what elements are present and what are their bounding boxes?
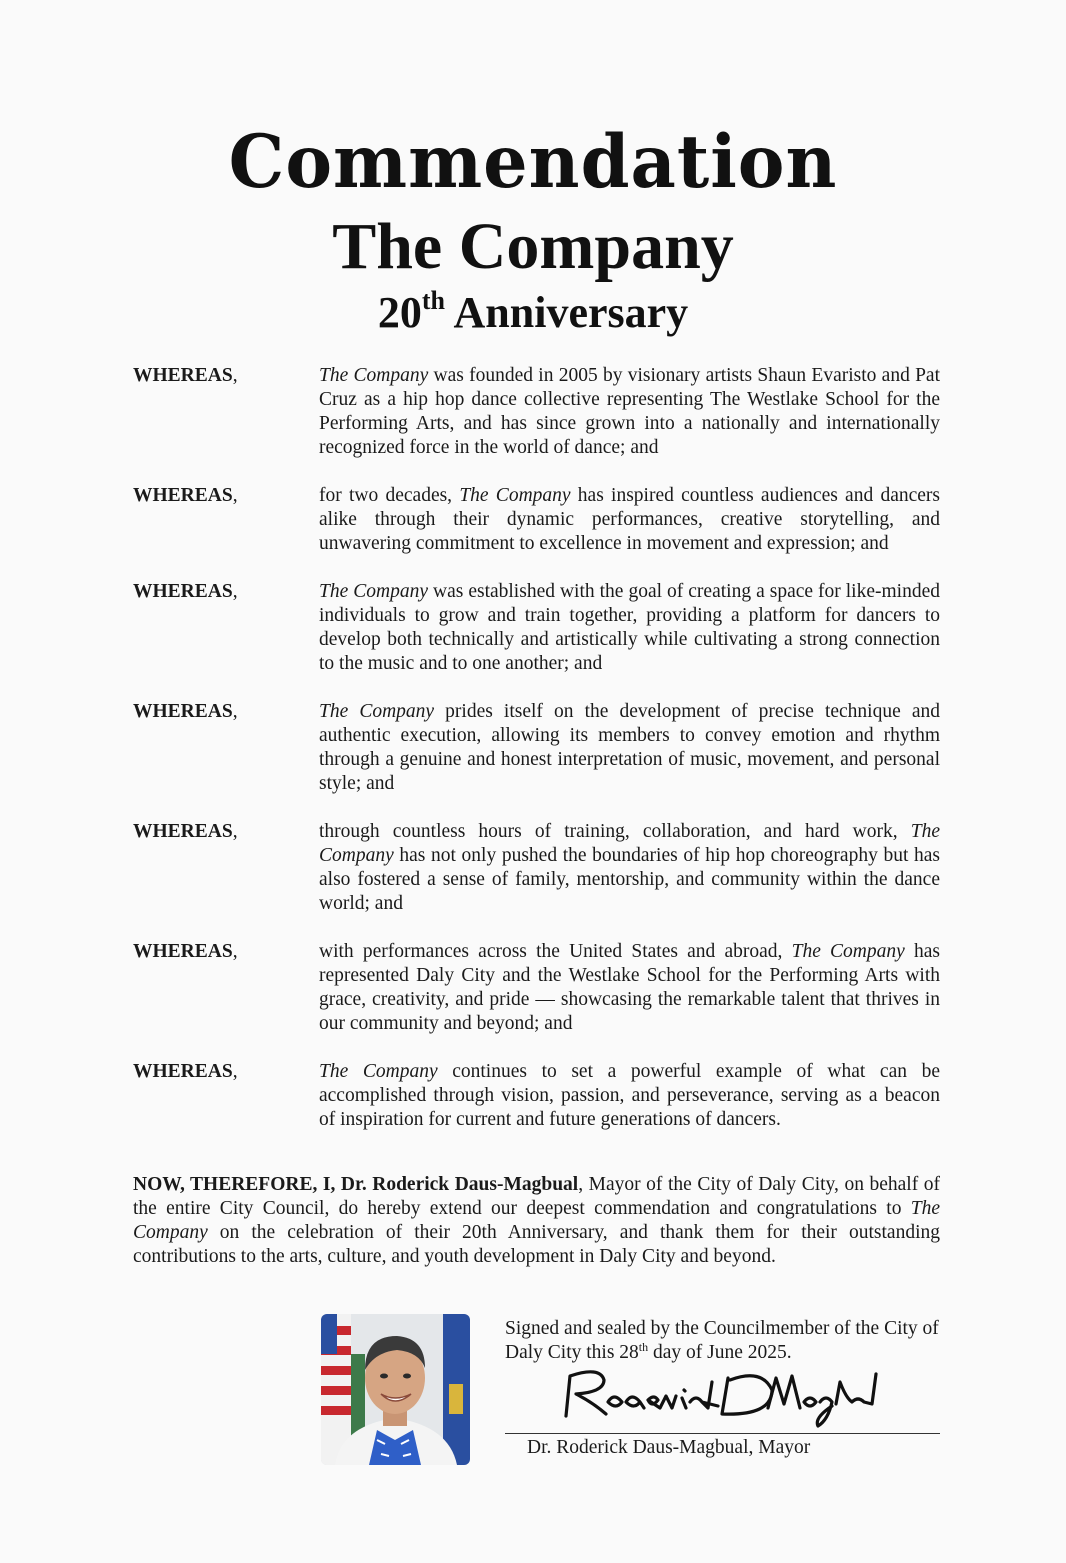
signatory-name: Dr. Roderick Daus-Magbual, Mayor: [527, 1437, 811, 1458]
honoree-title: The Company: [332, 210, 734, 283]
signature-line: [505, 1433, 940, 1434]
whereas-label: WHEREAS,: [133, 581, 238, 602]
whereas-clause: [133, 820, 940, 916]
whereas-text: with performances across the United States and abroad, The Company has represented Daly City and the Westlake School for the Performing Arts with grace, creativity, and pride — showcasing the remarkable talent that thrives in our community and beyond; and: [319, 941, 940, 1034]
whereas-text: The Company prides itself on the development of precise technique and authentic execution, allowing its members to convey emotion and rhythm through a genuine and honest interpretation of music, movement, and personal style; and: [319, 701, 940, 794]
title-block: [0, 118, 1066, 340]
signing-statement: Signed and sealed by the Councilmember of the City of Daly City this 28th day of June 2025.: [505, 1318, 939, 1363]
resolution-paragraph: NOW, THEREFORE, I, Dr. Roderick Daus-Magbual, Mayor of the City of Daly City, on behalf of the entire City Council, do hereby extend our deepest commendation and congratulations to The Company on the celebration of their 20th Anniversary, and thank them for their outstanding contributions to the arts, culture, and youth development in Daly City and beyond.: [133, 1174, 940, 1267]
whereas-text: The Company continues to set a powerful example of what can be accomplished through vision, passion, and perseverance, serving as a beacon of inspiration for current and future generations of dancers.: [319, 1061, 940, 1130]
whereas-text: through countless hours of training, collaboration, and hard work, The Company has not only pushed the boundaries of hip hop choreography but has also fostered a sense of family, mentorship, and community within the dance world; and: [319, 821, 940, 914]
anniversary-number: 20: [377, 288, 422, 337]
whereas-clause: [133, 580, 940, 676]
whereas-label: WHEREAS,: [133, 1061, 238, 1082]
whereas-label: WHEREAS,: [133, 365, 238, 386]
signature-icon: [552, 1362, 882, 1434]
whereas-text: The Company was established with the goal of creating a space for like-minded individuals to grow and train together, providing a platform for dancers to develop both technically and artistically while cultivating a strong connection to the music and to one another; and: [319, 581, 940, 674]
anniversary-suffix: th: [421, 286, 445, 315]
anniversary-title: [0, 286, 1066, 340]
whereas-text: The Company was founded in 2005 by visionary artists Shaun Evaristo and Pat Cruz as a hip hop dance collective representing The Westlake School for the Performing Arts, and has since grown into a nationally and internationally recognized force in the world of dance; and: [319, 365, 940, 458]
whereas-list: [133, 364, 940, 1156]
whereas-label: WHEREAS,: [133, 485, 238, 506]
anniversary-word: Anniversary: [453, 288, 689, 337]
resolution-lead: NOW, THEREFORE, I, Dr. Roderick Daus-Magbual: [133, 1174, 579, 1195]
document-title: Commendation: [228, 117, 838, 206]
whereas-label: WHEREAS,: [133, 701, 238, 722]
whereas-label: WHEREAS,: [133, 821, 238, 842]
whereas-clause: [133, 940, 940, 1036]
whereas-clause: [133, 484, 940, 556]
mayor-portrait-icon: [321, 1314, 470, 1465]
whereas-text: for two decades, The Company has inspired countless audiences and dancers alike through their dynamic performances, creative storytelling, and unwavering commitment to excellence in movement and expression; and: [319, 485, 941, 554]
whereas-clause: [133, 700, 940, 796]
whereas-clause: [133, 1060, 940, 1132]
whereas-clause: [133, 364, 940, 460]
whereas-label: WHEREAS,: [133, 941, 238, 962]
